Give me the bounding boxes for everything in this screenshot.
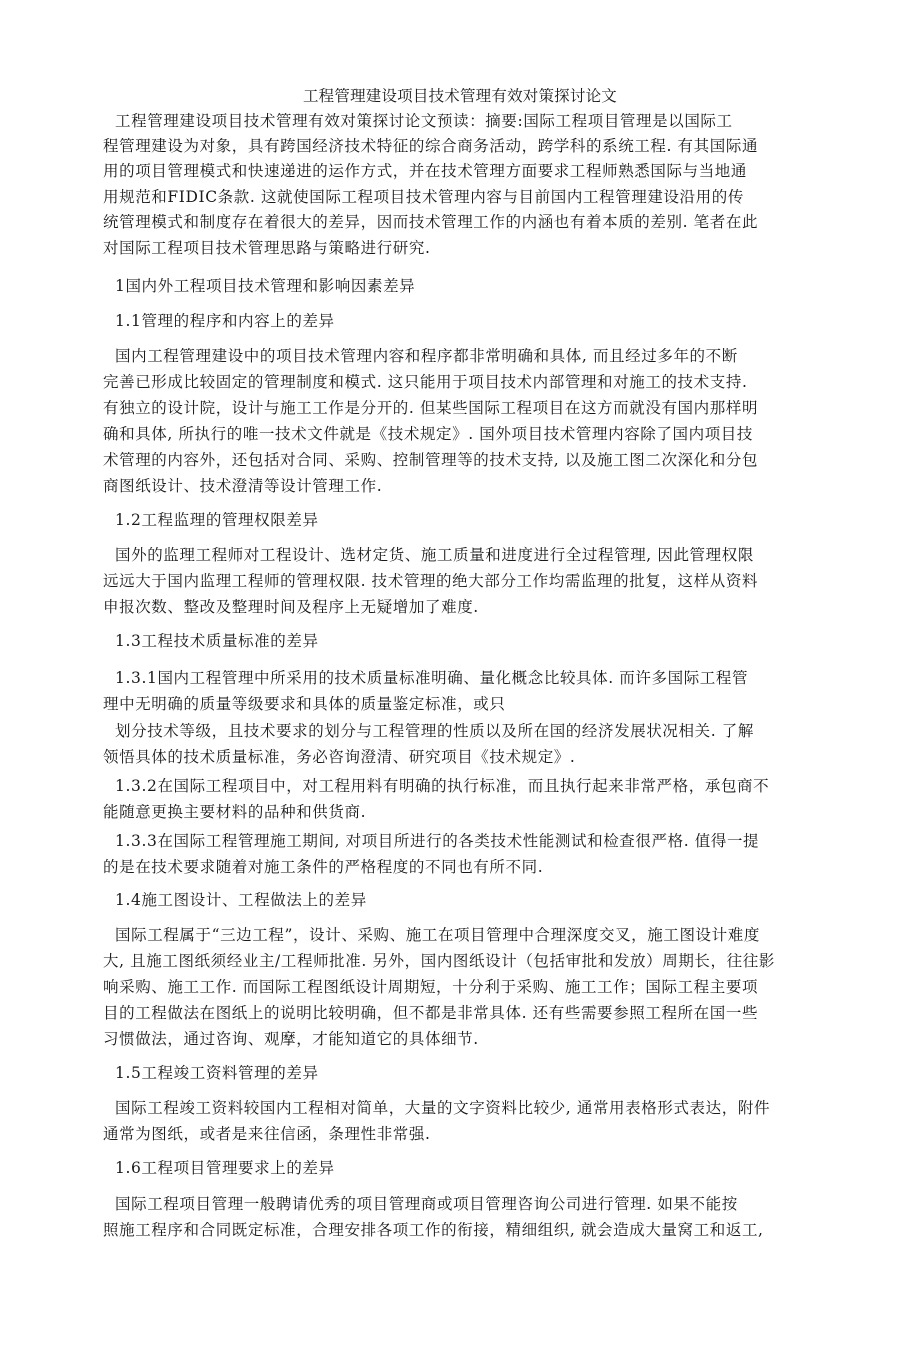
text-line: 确和具体, 所执行的唯一技术文件就是《技术规定》. 国外项目技术管理内容除了国内项目技 [103,425,754,443]
text-line: 划分技术等级，且技术要求的划分与工程管理的性质以及所在国的经济发展状况相关. 了解 [115,722,754,740]
text-line: 1.6工程项目管理要求上的差异 [115,1159,335,1177]
text-line: 申报次数、整改及整理时间及程序上无疑增加了难度. [103,598,479,616]
text-line: 国际工程属于“三边工程”，设计、采购、施工在项目管理中合理深度交叉，施工图设计难度 [115,926,760,944]
text-line: 照施工程序和合同既定标准，合理安排各项工作的衔接，精细组织, 就会造成大量窝工和返工, [103,1221,764,1239]
text-line: 商图纸设计、技术澄清等设计管理工作. [103,477,383,495]
text-line: 1.2工程监理的管理权限差异 [115,511,319,529]
text-line: 能随意更换主要材料的品种和供货商. [103,803,367,821]
text-line: 国外的监理工程师对工程设计、选材定货、施工质量和进度进行全过程管理, 因此管理权限 [115,546,754,564]
document-title: 工程管理建设项目技术管理有效对策探讨论文 [302,87,617,105]
text-line: 1.3.2在国际工程项目中，对工程用料有明确的执行标准，而且执行起来非常严格，承包商不 [115,777,770,795]
text-line: 理中无明确的质量等级要求和具体的质量鉴定标准，或只 [103,695,506,713]
text-line: 统管理模式和制度存在着很大的差异，因而技术管理工作的内涵也有着本质的差别. 笔者在此 [103,213,759,231]
text-line: 响采购、施工工作. 而国际工程图纸设计周期短，十分利于采购、施工工作；国际工程主要项 [103,978,759,996]
text-line: 有独立的设计院，设计与施工工作是分开的. 但某些国际工程项目在这方而就没有国内那样明 [103,399,759,417]
text-line: 1.3.1国内工程管理中所采用的技术质量标准明确、量化概念比较具体. 而许多国际工程管 [115,669,749,687]
text-line: 1.3工程技术质量标准的差异 [115,632,319,650]
text-line: 国际工程项目管理一般聘请优秀的项目管理商或项目管理咨询公司进行管理. 如果不能按 [115,1195,738,1213]
text-line: 国际工程竣工资料较国内工程相对简单，大量的文字资料比较少, 通常用表格形式表达，附件 [115,1099,771,1117]
text-line: 术管理的内容外，还包括对合同、采购、控制管理等的技术支持, 以及施工图二次深化和分包 [103,451,759,469]
text-line: 目的工程做法在图纸上的说明比较明确，但不都是非常具体. 还有些需要参照工程所在国一些 [103,1004,759,1022]
text-line: 对国际工程项目技术管理思路与策略进行研究. [103,239,431,257]
text-line: 1.4施工图设计、工程做法上的差异 [115,891,367,909]
text-line: 远远大于国内监理工程师的管理权限. 技术管理的绝大部分工作均需监理的批复，这样从资料 [103,572,759,590]
text-line: 领悟具体的技术质量标准，务必咨询澄清、研究项目《技术规定》. [103,748,576,766]
text-line: 1.3.3在国际工程管理施工期间, 对项目所进行的各类技术性能测试和检查很严格. 值得一提 [115,832,760,850]
text-line: 的是在技术要求随着对施工条件的严格程度的不同也有所不同. [103,858,544,876]
text-line: 大, 且施工图纸须经业主/工程师批准. 另外，国内图纸设计（包括审批和发放）周期长，往往影 [103,952,775,970]
text-line: 工程管理建设项目技术管理有效对策探讨论文预读：摘要:国际工程项目管理是以国际工 [115,112,733,130]
text-line: 用规范和FIDIC条款. 这就使国际工程项目技术管理内容与目前国内工程管理建设沿用的传 [103,188,744,206]
text-line: 习惯做法，通过咨询、观摩，才能知道它的具体细节. [103,1030,479,1048]
text-line: 1国内外工程项目技术管理和影响因素差异 [115,277,416,295]
text-line: 1.5工程竣工资料管理的差异 [115,1064,319,1082]
text-line: 用的项目管理模式和快速递进的运作方式，并在技术管理方面要求工程师熟悉国际与当地通 [103,162,748,180]
text-line: 1.1管理的程序和内容上的差异 [115,312,335,330]
text-line: 完善已形成比较固定的管理制度和模式. 这只能用于项目技术内部管理和对施工的技术支持. [103,373,748,391]
text-line: 通常为图纸，或者是来往信函，条理性非常强. [103,1125,431,1143]
text-line: 国内工程管理建设中的项目技术管理内容和程序都非常明确和具体, 而且经过多年的不断 [115,347,738,365]
text-line: 程管理建设为对象，具有跨国经济技术特征的综合商务活动，跨学科的系统工程. 有其国际通 [103,137,759,155]
